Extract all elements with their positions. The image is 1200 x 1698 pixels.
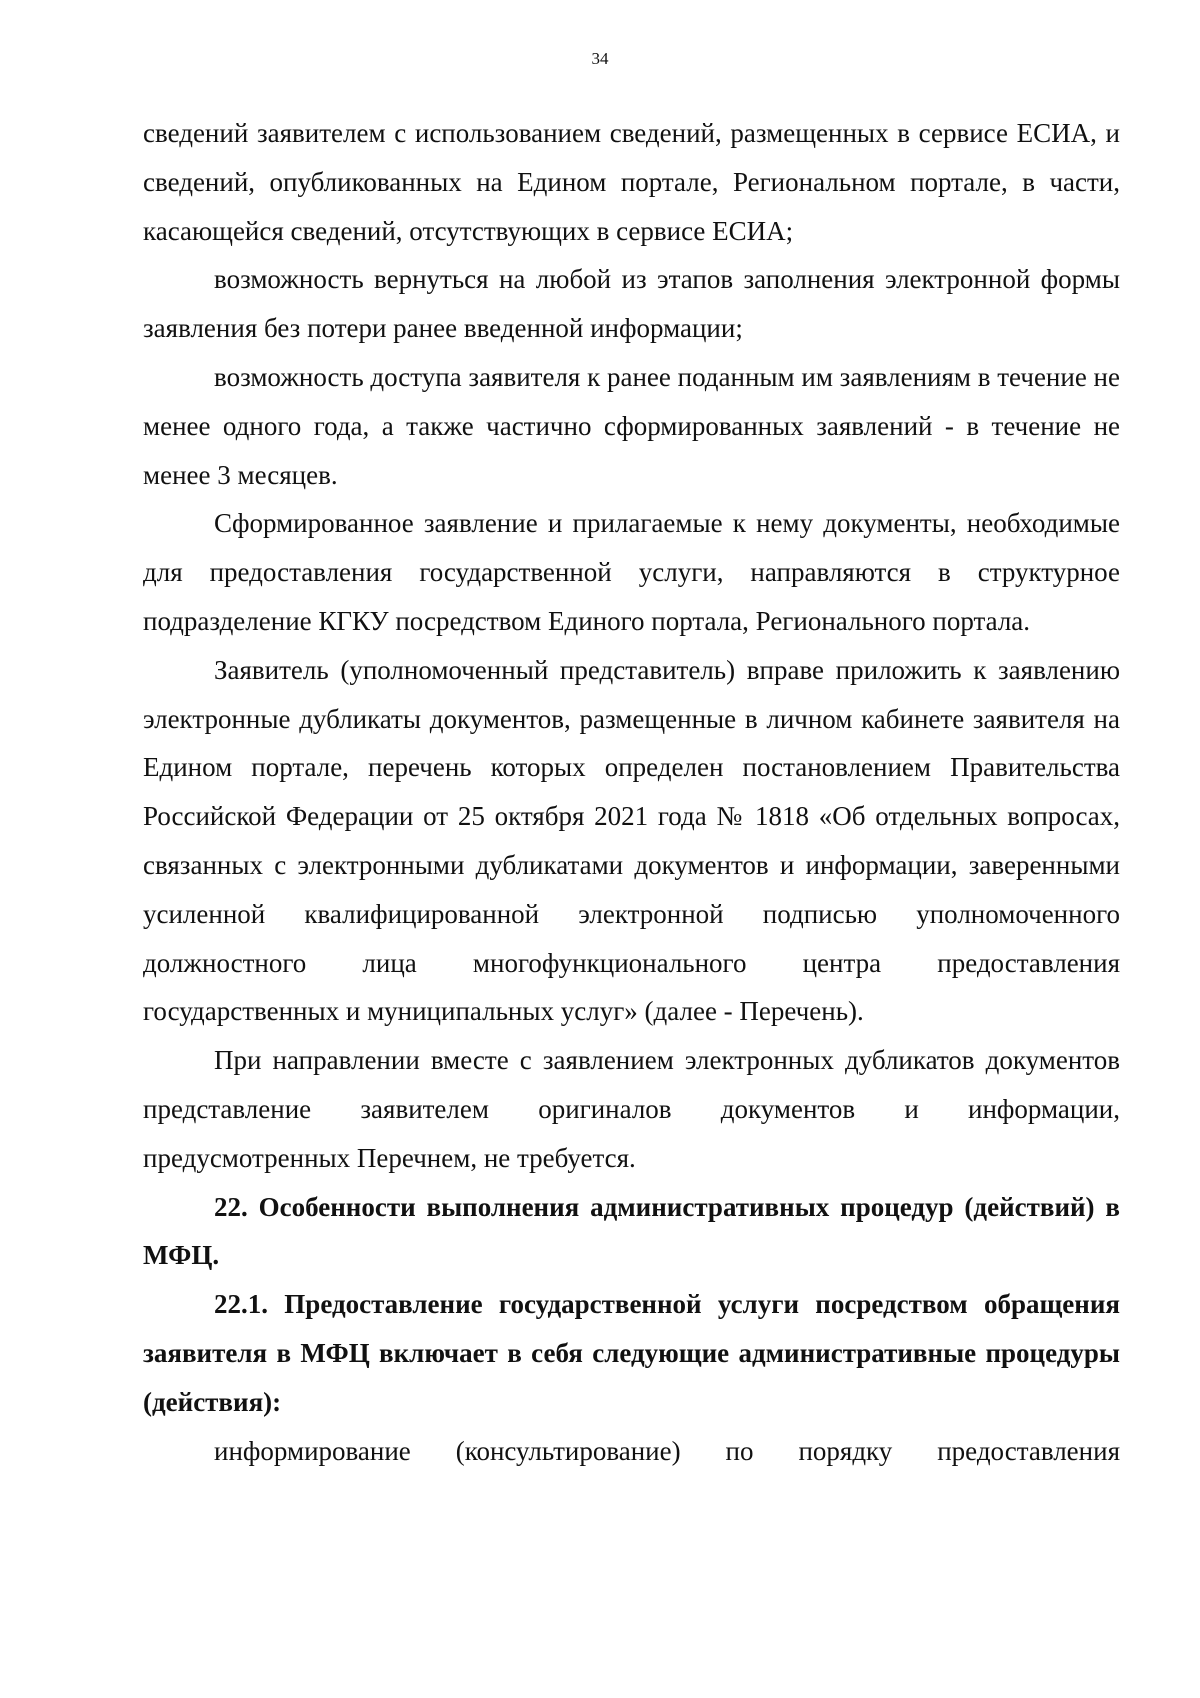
paragraph-formed-application: Сформированное заявление и прилагаемые к нему документы, необходимые для предоставления государственной услуги, направляются в структурное подразделение КГКУ посредством Единого портала, Регионального портала. (143, 508, 1120, 636)
paragraph-informing: информирование (консультирование) по порядку предоставления (214, 1435, 1120, 1466)
paragraph-esia-info: сведений заявителем с использованием сведений, размещенных в сервисе ЕСИА, и сведений, опубликованных на Едином портале, Региональном портале, в части, касающейся сведений, отсутствующих в сервисе ЕСИА; (143, 118, 1120, 246)
paragraph-return-to-stage: возможность вернуться на любой из этапов заполнения электронной формы заявления без потери ранее введенной информации; (143, 264, 1120, 344)
document-body (143, 109, 1120, 1475)
section-heading-22: 22. Особенности выполнения административных процедур (действий) в МФЦ. (143, 1191, 1120, 1271)
page-number: 34 (591, 49, 609, 68)
paragraph-access-applications: возможность доступа заявителя к ранее поданным им заявлениям в течение не менее одного года, а также частично сформированных заявлений - в течение не менее 3 месяцев. (143, 361, 1120, 490)
section-heading-22-1: 22.1. Предоставление государственной услуги посредством обращения заявителя в МФЦ включает в себя следующие административные процедуры (действия): (143, 1289, 1120, 1417)
paragraph-electronic-duplicates: Заявитель (уполномоченный представитель) вправе приложить к заявлению электронные дубликаты документов, размещенные в личном кабинете заявителя на Едином портале, перечень которых определен постановлением Правительства Российской Федерации от 25 октября 2021 года № 1818 «Об отдельных вопросах, связанных с электронными дубликатами документов и информации, заверенными усиленной квалифицированной электронной подписью уполномоченного должностного лица многофункционального центра предоставления государственных и муниципальных услуг» (далее - Перечень). (143, 654, 1120, 1027)
paragraph-originals-not-required: При направлении вместе с заявлением электронных дубликатов документов представление заявителем оригиналов документов и информации, предусмотренных Перечнем, не требуется. (143, 1045, 1120, 1173)
